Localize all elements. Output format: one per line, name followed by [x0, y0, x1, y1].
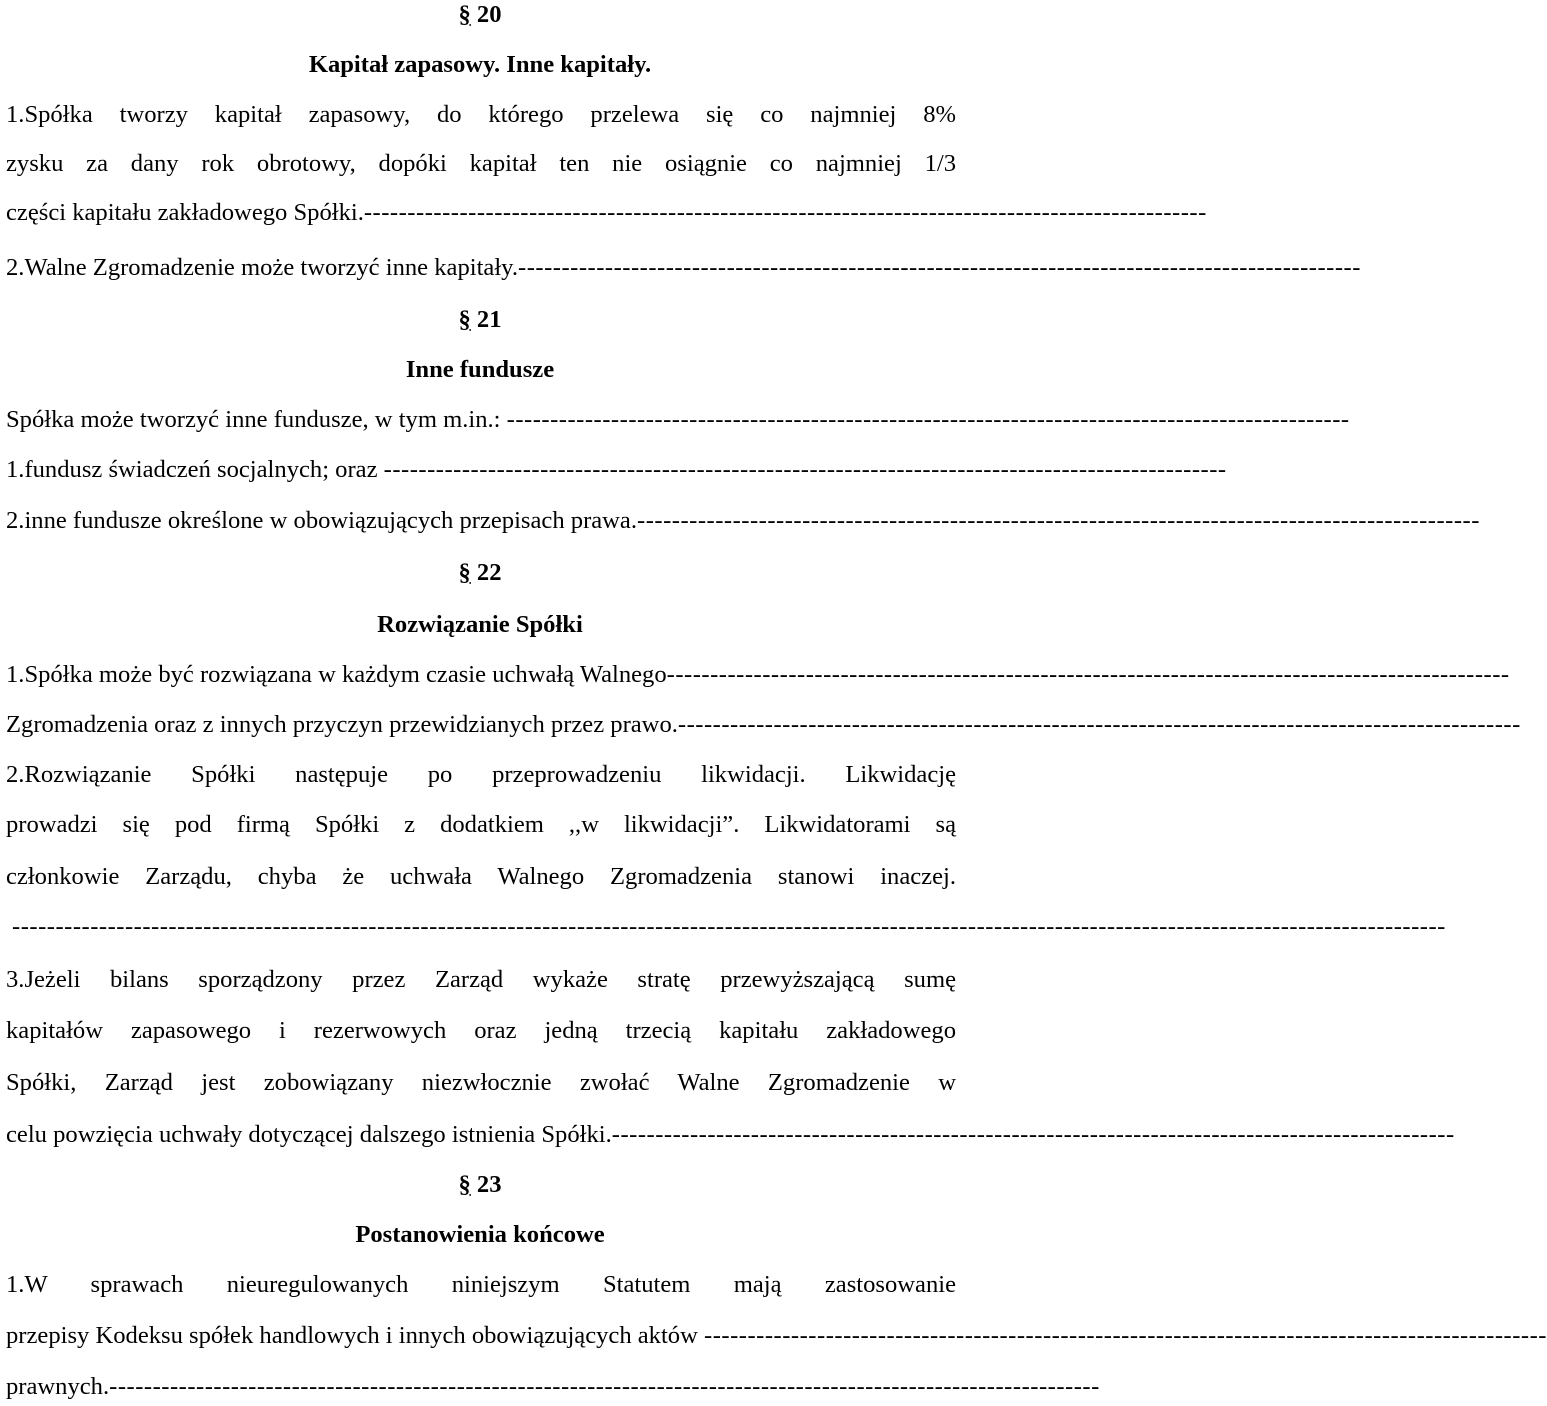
- section-22-paragraph-2-line-2: prowadzi się pod firmą Spółki z dodatkiem ,,w likwidacji”. Likwidatorami są: [6, 811, 956, 838]
- dash-filler: -------------------------------------------------------------------------------------------------: [637, 507, 1480, 534]
- section-23-number: § 23: [458, 1171, 502, 1198]
- section-21-intro: Spółka może tworzyć inne fundusze, w tym m.in.: -------------------------------------------------------------------------------------------------: [6, 406, 1350, 433]
- section-23-paragraph-1-line-2: przepisy Kodeksu spółek handlowych i innych obowiązujących aktów -------------------------------------------------------------------------------------------------: [6, 1322, 1547, 1349]
- section-22-paragraph-3-line-4: celu powzięcia uchwały dotyczącej dalszego istnienia Spółki. -------------------------------------------------------------------------------------------------: [6, 1121, 1455, 1148]
- section-21-item-2: 2.inne fundusze określone w obowiązujących przepisach prawa. -------------------------------------------------------------------------------------------------: [6, 507, 1480, 534]
- section-sign: §: [458, 306, 471, 333]
- dash-filler: -------------------------------------------------------------------------------------------------: [677, 711, 1521, 738]
- section-22-title: Rozwiązanie Spółki: [377, 611, 583, 638]
- dash-filler: -------------------------------------------------------------------------------------------------: [704, 1322, 1547, 1349]
- section-20-title: Kapitał zapasowy. Inne kapitały.: [308, 51, 652, 78]
- section-22-paragraph-2-line-1: 2.Rozwiązanie Spółki następuje po przeprowadzeniu likwidacji. Likwidację: [6, 761, 956, 788]
- section-21-title: Inne fundusze: [405, 356, 555, 383]
- section-22-paragraph-3-line-3: Spółki, Zarząd jest zobowiązany niezwłocznie zwołać Walne Zgromadzenie w: [6, 1069, 956, 1096]
- section-20-paragraph-2-line-1: 2.Walne Zgromadzenie może tworzyć inne kapitały. -------------------------------------------------------------------------------------------------: [6, 254, 1361, 281]
- section-22-paragraph-3-line-2: kapitałów zapasowego i rezerwowych oraz jedną trzecią kapitału zakładowego: [6, 1017, 956, 1044]
- section-sign: §: [458, 1171, 471, 1198]
- dash-filler: -------------------------------------------------------------------------------------------------: [363, 199, 1207, 226]
- section-sign: §: [458, 559, 471, 586]
- section-21-item-1: 1.fundusz świadczeń socjalnych; oraz -------------------------------------------------------------------------------------------------: [6, 456, 1227, 483]
- section-20-number: § 20: [458, 1, 502, 28]
- dash-filler: -------------------------------------------------------------------------------------------------: [506, 406, 1350, 433]
- section-20-paragraph-1-line-2: zysku za dany rok obrotowy, dopóki kapitał ten nie osiągnie co najmniej 1/3: [6, 150, 956, 177]
- section-23-title: Postanowienia końcowe: [355, 1221, 605, 1248]
- section-sign: §: [458, 1, 471, 28]
- dash-filler: ---------------------------------------------------------------------------------------------------------------------------------------------------------------------: [12, 913, 1446, 940]
- section-22-paragraph-1-line-2: Zgromadzenia oraz z innych przyczyn przewidzianych przez prawo. -------------------------------------------------------------------------------------------------: [6, 711, 1521, 738]
- dash-filler: ------------------------------------------------------------------------------------------------------------------: [109, 1373, 1100, 1400]
- dash-filler: -------------------------------------------------------------------------------------------------: [383, 456, 1227, 483]
- section-23-paragraph-1-line-1: 1.W sprawach nieuregulowanych niniejszym Statutem mają zastosowanie: [6, 1271, 956, 1298]
- section-21-number: § 21: [458, 306, 502, 333]
- dash-filler: -------------------------------------------------------------------------------------------------: [611, 1121, 1455, 1148]
- section-20-paragraph-1-line-3: części kapitału zakładowego Spółki. -------------------------------------------------------------------------------------------------: [6, 199, 1207, 226]
- section-23-paragraph-1-line-3: prawnych. ------------------------------------------------------------------------------------------------------------------: [6, 1373, 1100, 1400]
- section-22-separator-line: [12, 912, 1446, 942]
- section-22-paragraph-3-line-1: 3.Jeżeli bilans sporządzony przez Zarząd wykaże stratę przewyższającą sumę: [6, 966, 956, 993]
- section-22-paragraph-1-line-1: 1.Spółka może być rozwiązana w każdym czasie uchwałą Walnego -------------------------------------------------------------------------------------------------: [6, 661, 1510, 688]
- section-20-paragraph-1-line-1: 1.Spółka tworzy kapitał zapasowy, do którego przelewa się co najmniej 8%: [6, 101, 956, 128]
- section-22-paragraph-2-line-3: członkowie Zarządu, chyba że uchwała Walnego Zgromadzenia stanowi inaczej.: [6, 863, 956, 890]
- section-22-number: § 22: [458, 559, 502, 586]
- dash-filler: -------------------------------------------------------------------------------------------------: [518, 254, 1361, 281]
- dash-filler: -------------------------------------------------------------------------------------------------: [666, 661, 1510, 688]
